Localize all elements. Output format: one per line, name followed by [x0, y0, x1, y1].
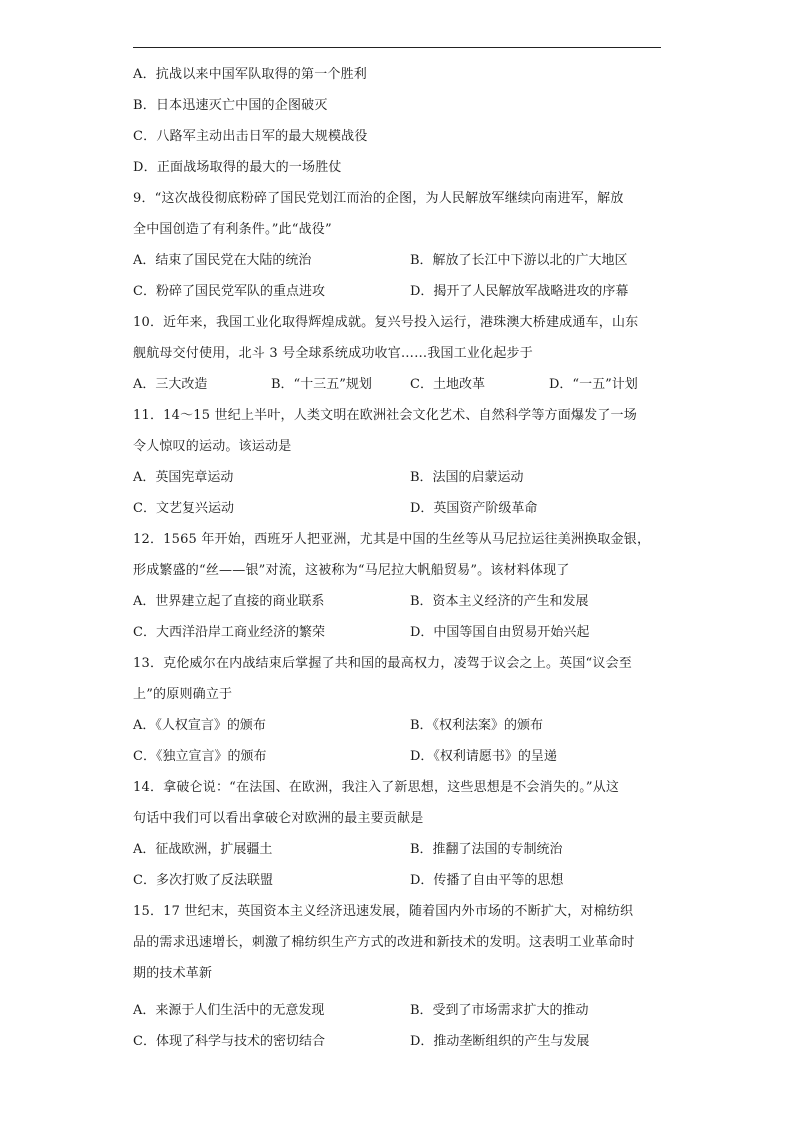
- q11-option-a: A．英国宪章运动: [133, 470, 234, 485]
- q13-stem-line-2: 上”的原则确立于: [133, 687, 233, 702]
- q11-stem-line-1: 11．14～15 世纪上半叶，人类文明在欧洲社会文化艺术、自然科学等方面爆发了一场: [133, 408, 637, 423]
- q12-option-b: B．资本主义经济的产生和发展: [410, 594, 589, 609]
- q8-option-d: D．正面战场取得的最大的一场胜仗: [133, 160, 342, 175]
- q8-option-a: A．抗战以来中国军队取得的第一个胜利: [133, 67, 367, 82]
- q15-option-b: B．受到了市场需求扩大的推动: [410, 1003, 589, 1018]
- q13-stem-line-1: 13．克伦威尔在内战结束后掌握了共和国的最高权力，凌驾于议会之上。英国“议会至: [133, 656, 632, 671]
- q10-stem-line-2: 舰航母交付使用，北斗 3 号全球系统成功收官……我国工业化起步于: [133, 346, 533, 361]
- q9-options-row-2: [133, 284, 661, 300]
- q13-option-b: B．《权利法案》的颁布: [410, 718, 544, 733]
- q9-option-d: D．揭开了人民解放军战略进攻的序幕: [410, 284, 629, 299]
- q8-option-b: B．日本迅速灭亡中国的企图破灭: [133, 98, 328, 113]
- q10-option-a: A．三大改造: [133, 377, 208, 392]
- q14-stem-line-1: 14．拿破仑说：“在法国、在欧洲，我注入了新思想，这些思想是不会消失的。”从这: [133, 780, 620, 795]
- q12-option-a: A．世界建立起了直接的商业联系: [133, 594, 325, 609]
- q11-option-d: D．英国资产阶级革命: [410, 501, 538, 516]
- q13-option-d: D．《权利请愿书》的呈递: [410, 749, 557, 764]
- q10-options-row: [133, 377, 661, 393]
- q12-stem-line-1: 12．1565 年开始，西班牙人把亚洲，尤其是中国的生丝等从马尼拉运往美洲换取金银，: [133, 532, 651, 547]
- q14-options-row-1: [133, 842, 661, 858]
- q13-options-row-2: [133, 749, 661, 765]
- q15-stem-line-1: 15．17 世纪末，英国资本主义经济迅速发展，随着国内外市场的不断扩大，对棉纺织: [133, 904, 634, 919]
- q14-stem-line-2: 句话中我们可以看出拿破仑对欧洲的最主要贡献是: [133, 811, 424, 826]
- q13-options-row-1: [133, 718, 661, 734]
- q13-option-a: A．《人权宣言》的颁布: [133, 718, 266, 733]
- q10-option-d: D．“一五”计划: [549, 377, 638, 392]
- q13-option-c: C．《独立宣言》的颁布: [133, 749, 267, 764]
- q10-option-b: B．“十三五”规划: [271, 377, 372, 392]
- q15-options-row-1: [133, 1003, 661, 1019]
- q14-option-d: D．传播了自由平等的思想: [410, 873, 564, 888]
- q15-stem-line-3: 期的技术革新: [133, 966, 213, 981]
- q14-option-a: A．征战欧洲，扩展疆土: [133, 842, 273, 857]
- q11-option-b: B．法国的启蒙运动: [410, 470, 524, 485]
- q9-option-b: B．解放了长江中下游以北的广大地区: [410, 253, 628, 268]
- header-rule: [133, 47, 661, 48]
- q9-option-c: C．粉碎了国民党军队的重点进攻: [133, 284, 325, 299]
- q9-option-a: A．结束了国民党在大陆的统治: [133, 253, 312, 268]
- q9-stem-line-1: 9．“这次战役彻底粉碎了国民党划江而治的企图，为人民解放军继续向南进军，解放: [133, 191, 624, 206]
- q15-option-d: D．推动垄断组织的产生与发展: [410, 1034, 590, 1049]
- q10-option-c: C．土地改革: [410, 377, 485, 392]
- q11-stem-line-2: 令人惊叹的运动。该运动是: [133, 439, 292, 454]
- q15-option-a: A．来源于人们生活中的无意发现: [133, 1003, 325, 1018]
- q15-options-row-2: [133, 1034, 661, 1050]
- q12-options-row-2: [133, 625, 661, 641]
- q11-options-row-1: [133, 470, 661, 486]
- q15-option-c: C．体现了科学与技术的密切结合: [133, 1034, 325, 1049]
- q11-options-row-2: [133, 501, 661, 517]
- q11-option-c: C．文艺复兴运动: [133, 501, 234, 516]
- q15-stem-line-2: 品的需求迅速增长，刺激了棉纺织生产方式的改进和新技术的发明。这表明工业革命时: [133, 935, 635, 950]
- q14-options-row-2: [133, 873, 661, 889]
- q14-option-b: B．推翻了法国的专制统治: [410, 842, 563, 857]
- q9-options-row-1: [133, 253, 661, 269]
- q12-option-c: C．大西洋沿岸工商业经济的繁荣: [133, 625, 325, 640]
- q14-option-c: C．多次打败了反法联盟: [133, 873, 273, 888]
- q12-options-row-1: [133, 594, 661, 610]
- q9-stem-line-2: 全中国创造了有利条件。”此“战役”: [133, 222, 332, 237]
- q10-stem-line-1: 10．近年来，我国工业化取得辉煌成就。复兴号投入运行，港珠澳大桥建成通车，山东: [133, 315, 639, 330]
- q12-stem-line-2: 形成繁盛的“丝——银”对流，这被称为“马尼拉大帆船贸易”。该材料体现了: [133, 563, 570, 578]
- q12-option-d: D．中国等国自由贸易开始兴起: [410, 625, 590, 640]
- q8-option-c: C．八路军主动出击日军的最大规模战役: [133, 129, 368, 144]
